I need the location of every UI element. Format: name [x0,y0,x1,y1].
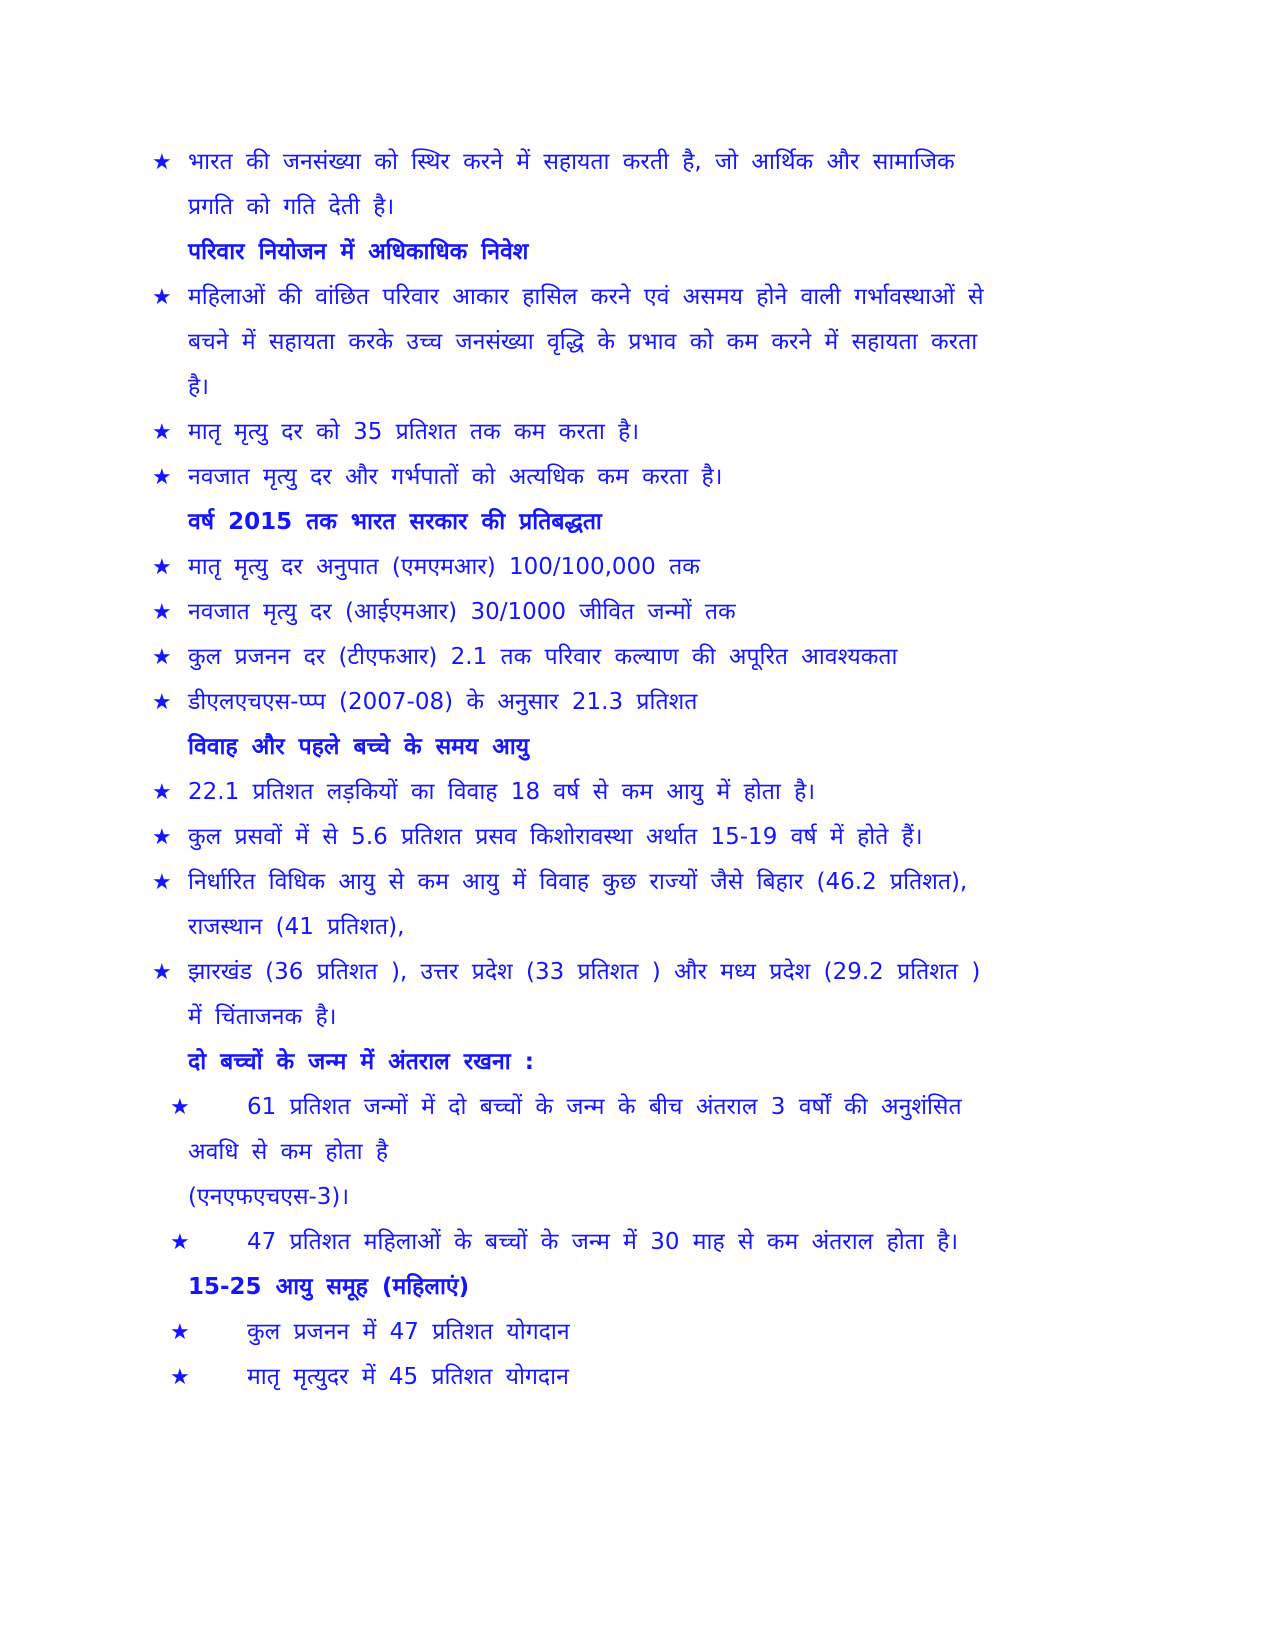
star-icon: ★ [152,780,172,805]
section-heading: वर्ष 2015 तक भारत सरकार की प्रतिबद्धता [188,509,602,535]
bullet-text: भारत की जनसंख्या को स्थिर करने में सहायता करती है, जो आर्थिक और सामाजिक [188,149,955,175]
star-icon: ★ [152,555,172,580]
bullet-item [152,860,1092,905]
bullet-text: कुल प्रजनन में 47 प्रतिशत योगदान [247,1319,570,1345]
star-icon: ★ [152,690,172,715]
section-heading: परिवार नियोजन में अधिकाधिक निवेश [188,239,529,265]
star-icon: ★ [152,465,172,490]
bullet-item [152,1310,1092,1355]
bullet-text: 47 प्रतिशत महिलाओं के बच्चों के जन्म में 30 माह से कम अंतराल होता है। [247,1229,959,1255]
star-icon: ★ [152,645,172,670]
bullet-text: कुल प्रसवों में से 5.6 प्रतिशत प्रसव किशोरावस्था अर्थात 15-19 वर्ष में होते हैं। [188,824,923,850]
bullet-item [152,1355,1092,1400]
bullet-continuation: प्रगति को गति देती है। [188,194,395,220]
star-icon: ★ [170,1230,190,1255]
star-icon: ★ [152,150,172,175]
star-icon: ★ [152,285,172,310]
bullet-item [152,950,1092,995]
section-heading: विवाह और पहले बच्चे के समय आयु [188,734,530,760]
bullet-item [152,1220,1092,1265]
star-icon: ★ [152,600,172,625]
bullet-text: झारखंड (36 प्रतिशत ), उत्तर प्रदेश (33 प्रतिशत ) और मध्य प्रदेश (29.2 प्रतिशत ) [188,959,981,985]
star-icon: ★ [170,1095,190,1120]
bullet-text: नवजात मृत्यु दर (आईएमआर) 30/1000 जीवित जन्मों तक [188,599,736,625]
bullet-item [152,635,1092,680]
bullet-item [152,410,1092,455]
bullet-text: डीएलएचएस-प्प्प (2007-08) के अनुसार 21.3 प्रतिशत [188,689,698,715]
bullet-item [152,680,1092,725]
bullet-continuation: (एनएफएचएस-3)। [188,1184,350,1210]
bullet-text: कुल प्रजनन दर (टीएफआर) 2.1 तक परिवार कल्याण की अपूरित आवश्यकता [188,644,898,670]
bullet-item [152,140,1092,185]
bullet-item [152,455,1092,500]
bullet-continuation: राजस्थान (41 प्रतिशत), [188,914,405,940]
bullet-item [152,275,1092,320]
star-icon: ★ [170,1320,190,1345]
bullet-item [152,770,1092,815]
star-icon: ★ [152,870,172,895]
bullet-item [152,1085,1092,1130]
bullet-continuation: बचने में सहायता करके उच्च जनसंख्या वृद्धि के प्रभाव को कम करने में सहायता करता [188,329,978,355]
bullet-continuation: अवधि से कम होता है [188,1139,389,1165]
section-heading: 15-25 आयु समूह (महिलाएं) [188,1274,470,1300]
star-icon: ★ [152,420,172,445]
bullet-item [152,815,1092,860]
document-body [152,140,1092,1400]
star-icon: ★ [152,825,172,850]
bullet-text: मातृ मृत्यु दर अनुपात (एमएमआर) 100/100,000 तक [188,554,700,580]
bullet-text: 22.1 प्रतिशत लड़कियों का विवाह 18 वर्ष से कम आयु में होता है। [188,779,816,805]
bullet-item [152,590,1092,635]
bullet-text: मातृ मृत्यु दर को 35 प्रतिशत तक कम करता है। [188,419,640,445]
bullet-item [152,545,1092,590]
bullet-text: निर्धारित विधिक आयु से कम आयु में विवाह कुछ राज्यों जैसे बिहार (46.2 प्रतिशत), [188,869,968,895]
section-heading: दो बच्चों के जन्म में अंतराल रखना : [188,1049,534,1075]
bullet-text: मातृ मृत्युदर में 45 प्रतिशत योगदान [247,1364,569,1390]
bullet-continuation: में चिंताजनक है। [188,1004,337,1030]
star-icon: ★ [170,1365,190,1390]
bullet-text: 61 प्रतिशत जन्मों में दो बच्चों के जन्म के बीच अंतराल 3 वर्षों की अनुशंसित [247,1094,962,1120]
bullet-text: नवजात मृत्यु दर और गर्भपातों को अत्यधिक कम करता है। [188,464,723,490]
bullet-text: महिलाओं की वांछित परिवार आकार हासिल करने एवं असमय होने वाली गर्भावस्थाओं से [188,284,984,310]
star-icon: ★ [152,960,172,985]
bullet-continuation: है। [188,374,209,400]
